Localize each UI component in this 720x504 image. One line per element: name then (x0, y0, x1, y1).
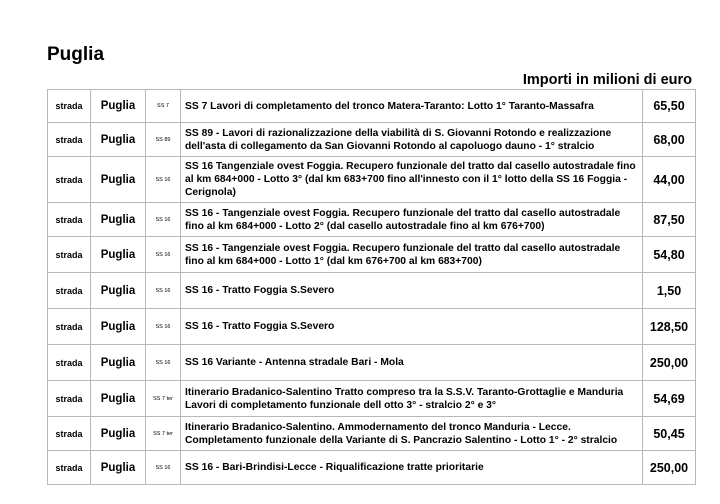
cell-amount: 54,80 (643, 237, 696, 273)
cell-type: strada (48, 309, 91, 345)
cell-type: strada (48, 203, 91, 237)
cell-amount: 65,50 (643, 90, 696, 123)
table-row (48, 90, 696, 123)
cell-type: strada (48, 157, 91, 203)
cell-region: Puglia (91, 123, 146, 157)
table-row (48, 123, 696, 157)
cell-amount: 128,50 (643, 309, 696, 345)
cell-amount: 44,00 (643, 157, 696, 203)
cell-region: Puglia (91, 309, 146, 345)
table-row (48, 451, 696, 485)
cell-region: Puglia (91, 417, 146, 451)
cell-description: SS 16 - Tratto Foggia S.Severo (181, 273, 643, 309)
projects-table (47, 89, 696, 485)
table-row (48, 381, 696, 417)
cell-code: SS 16 (146, 157, 181, 203)
cell-code: SS 7 ter (146, 381, 181, 417)
cell-description: SS 16 - Tratto Foggia S.Severo (181, 309, 643, 345)
cell-description: SS 16 Variante - Antenna stradale Bari - Mola (181, 345, 643, 381)
cell-code: SS 7 ter (146, 417, 181, 451)
cell-region: Puglia (91, 273, 146, 309)
table-row (48, 417, 696, 451)
cell-amount: 54,69 (643, 381, 696, 417)
cell-type: strada (48, 123, 91, 157)
cell-code: SS 16 (146, 345, 181, 381)
table-row (48, 345, 696, 381)
cell-region: Puglia (91, 237, 146, 273)
cell-description: SS 16 - Tangenziale ovest Foggia. Recupero funzionale del tratto dal casello autostradale fino al km 684+000 - Lotto 2° (dal casello autostradale fino al km 676+700) (181, 203, 643, 237)
cell-code: SS 7 (146, 90, 181, 123)
unit-label: Importi in milioni di euro (522, 72, 692, 88)
cell-description: SS 16 - Bari-Brindisi-Lecce - Riqualificazione tratte prioritarie (181, 451, 643, 485)
cell-region: Puglia (91, 381, 146, 417)
cell-code: SS 16 (146, 273, 181, 309)
cell-type: strada (48, 417, 91, 451)
cell-region: Puglia (91, 345, 146, 381)
cell-type: strada (48, 237, 91, 273)
table-row (48, 273, 696, 309)
cell-code: SS 16 (146, 203, 181, 237)
cell-description: SS 89 - Lavori di razionalizzazione della viabilità di S. Giovanni Rotondo e realizzazione dell'asta di collegamento da San Giovanni Rotondo al capoluogo dauno - 1° stralcio (181, 123, 643, 157)
cell-type: strada (48, 381, 91, 417)
table-row (48, 309, 696, 345)
cell-description: SS 16 - Tangenziale ovest Foggia. Recupero funzionale del tratto dal casello autostradale fino al km 684+000 - Lotto 1° (dal km 676+700 al km 683+700) (181, 237, 643, 273)
cell-type: strada (48, 345, 91, 381)
cell-amount: 1,50 (643, 273, 696, 309)
cell-code: SS 89 (146, 123, 181, 157)
cell-description: SS 16 Tangenziale ovest Foggia. Recupero funzionale del tratto dal casello autostradale fino al km 684+000 - Lotto 3° (dal km 683+700 fino all'innesto con il 1° lotto della SS 16 Foggia - Cerignola) (181, 157, 643, 203)
cell-region: Puglia (91, 157, 146, 203)
cell-type: strada (48, 451, 91, 485)
cell-region: Puglia (91, 203, 146, 237)
cell-amount: 68,00 (643, 123, 696, 157)
cell-code: SS 16 (146, 237, 181, 273)
cell-region: Puglia (91, 451, 146, 485)
cell-region: Puglia (91, 90, 146, 123)
cell-description: SS 7 Lavori di completamento del tronco Matera-Taranto: Lotto 1° Taranto-Massafra (181, 90, 643, 123)
cell-type: strada (48, 90, 91, 123)
page-title: Puglia (47, 44, 105, 65)
cell-code: SS 16 (146, 309, 181, 345)
table-row (48, 157, 696, 203)
cell-description: Itinerario Bradanico-Salentino Tratto compreso tra la S.S.V. Taranto-Grottaglie e Manduria Lavori di completamento funzionale dell otto 3° - stralcio 2° e 3° (181, 381, 643, 417)
cell-amount: 50,45 (643, 417, 696, 451)
cell-amount: 87,50 (643, 203, 696, 237)
cell-code: SS 16 (146, 451, 181, 485)
cell-amount: 250,00 (643, 451, 696, 485)
cell-description: Itinerario Bradanico-Salentino. Ammodernamento del tronco Manduria - Lecce. Completamento funzionale della Variante di S. Pancrazio Salentino - Lotto 1° - 2° stralcio (181, 417, 643, 451)
cell-amount: 250,00 (643, 345, 696, 381)
cell-type: strada (48, 273, 91, 309)
table-row (48, 203, 696, 237)
table-row (48, 237, 696, 273)
